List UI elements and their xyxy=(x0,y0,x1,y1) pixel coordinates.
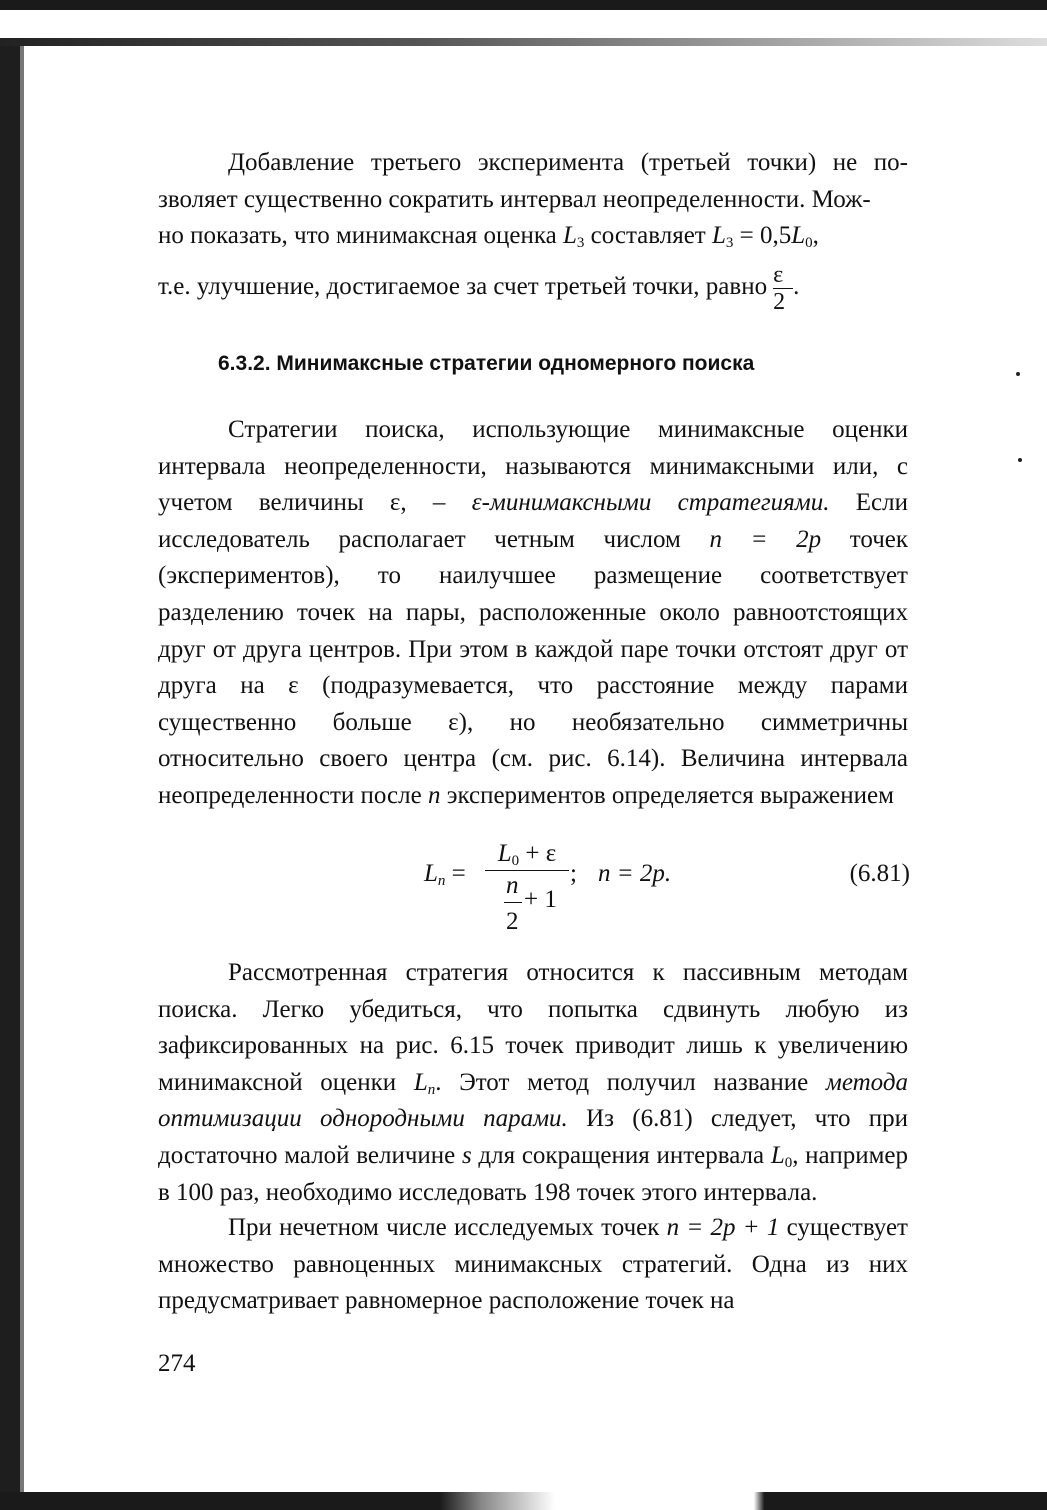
page-number: 274 xyxy=(158,1350,196,1377)
text-run: Стратегии поиска, использующие минимаксные оценки интервала неопределенности, называются минимаксными или, с учетом величины ε, – xyxy=(158,416,908,517)
equation-numerator: $L_0 + \varepsilon$ xyxy=(497,840,557,869)
text-run: . Этот метод получил название xyxy=(435,1068,826,1096)
text-run: точек (экспериментов), то наилучшее размещение соответствует разделению точек на пары, расположенные около равноотстоящих друг от друга центров. При этом в каждой паре точки отстоят друг от друга на ε (подразумевается, что расстояние между парами существенно больше ε), но необязательно симметричны относительно своего центра (см. рис. 6.14). Величина интервала неопределенности после xyxy=(158,525,909,809)
paragraph-3 xyxy=(158,955,908,1211)
math-symbol: L xyxy=(712,222,726,249)
text-run: для сокращения интервала xyxy=(471,1141,771,1169)
text-line: , xyxy=(812,222,819,249)
text-line: . xyxy=(793,273,800,301)
text-run: существует множество равноценных минимаксных стратегий. Одна из них предусматривает равномерное расположение точек на xyxy=(158,1214,908,1315)
italic-term: метода оптимизации однородными парами. xyxy=(158,1068,908,1133)
scan-border-top-shadow xyxy=(0,38,1047,46)
equation-semicolon: ; xyxy=(570,860,577,887)
math-expression: n = 2p xyxy=(709,525,822,553)
text-run: экспериментов определяется выражением xyxy=(440,781,894,809)
paragraph-1-line-4 xyxy=(158,262,908,315)
text-run: Из (6.81) следует, что при достаточно малой величине xyxy=(158,1105,908,1169)
equation-6-81 xyxy=(420,838,910,938)
paragraph-4 xyxy=(158,1210,908,1320)
equation-fraction xyxy=(482,838,572,941)
text-line: зволяет существенно сократить интервал неопределенности. Мож- xyxy=(158,185,871,213)
text-run: , например в 100 раз, необходимо исследовать 198 точек этого интервала. xyxy=(158,1141,908,1206)
math-subscript: 3 xyxy=(725,235,734,251)
text-line: = 0,5 xyxy=(733,222,792,249)
fraction-eps-over-2 xyxy=(773,262,793,315)
math-symbol: L xyxy=(791,222,806,249)
paragraph-1 xyxy=(158,145,908,218)
equation-lhs: $L_n$ = xyxy=(424,860,466,889)
math-symbol: s xyxy=(461,1141,472,1169)
fraction-numerator: ε xyxy=(773,262,784,288)
scan-border-left-shadow xyxy=(20,46,24,1510)
scan-border-bottom xyxy=(0,1492,1047,1510)
fraction-denominator: 2 xyxy=(773,289,786,315)
math-symbol: L xyxy=(770,1141,785,1169)
text-line: т.е. улучшение, достигаемое за счет третьей точки, равно xyxy=(158,273,768,301)
scan-border-left xyxy=(0,46,20,1510)
text-line: но показать, что минимаксная оценка xyxy=(158,222,563,249)
math-symbol: n xyxy=(427,781,441,809)
paragraph-1-line-3 xyxy=(158,218,908,255)
math-symbol: L xyxy=(562,222,577,249)
text-run: При нечетном числе исследуемых точек xyxy=(228,1214,667,1241)
scan-speck xyxy=(1016,372,1020,376)
scan-speck xyxy=(1018,458,1022,462)
math-subscript: 0 xyxy=(784,1154,793,1171)
scan-border-top xyxy=(0,0,1047,10)
math-subscript: 3 xyxy=(576,235,585,251)
math-expression: n = 2p + 1 xyxy=(666,1214,780,1241)
text-run: Рассмотренная стратегия относится к пассивным методам поиска. Легко убедиться, что попытка сдвинуть любую из зафиксированных на рис. 6.15 точек приводит лишь к увеличению минимаксной оценки xyxy=(158,959,908,1096)
equation-rhs: n = 2p. xyxy=(598,860,672,887)
math-subscript: 0 xyxy=(805,235,813,251)
section-heading: 6.3.2. Минимаксные стратегии одномерного поиска xyxy=(218,352,755,375)
equation-number: (6.81) xyxy=(849,860,910,887)
equation-denominator: n + 1 2 xyxy=(506,872,557,935)
text-run: Если исследователь располагает четным числом xyxy=(158,489,909,553)
math-symbol: L xyxy=(413,1068,428,1096)
text-line: Добавление третьего эксперимента (третьей точки) не по- xyxy=(228,149,908,176)
math-subscript: n xyxy=(427,1081,436,1098)
text-line: составляет xyxy=(584,222,712,249)
italic-term: ε-минимаксными стратегиями. xyxy=(471,489,830,517)
paragraph-2 xyxy=(158,412,908,815)
